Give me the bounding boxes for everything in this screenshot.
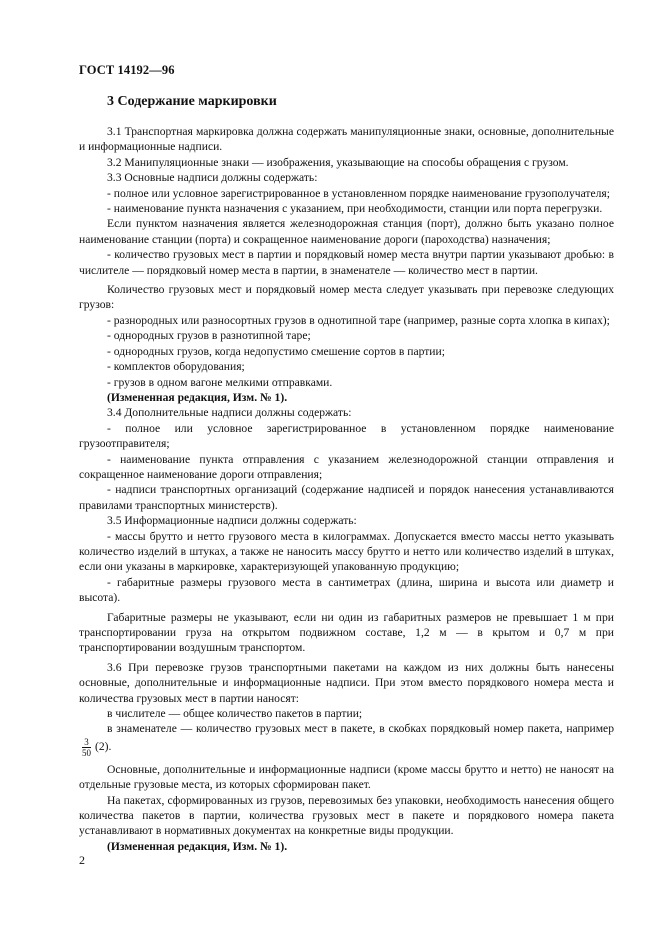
fraction-suffix: (2). [95,740,112,753]
paragraph: Количество грузовых мест и порядковый номер места следует указывать при перевозке следующих грузов: [79,283,614,312]
list-item: - однородных грузов в разнотипной таре; [107,329,311,343]
paragraph [79,721,614,757]
paragraph: 3.5 Информационные надписи должны содержать: [107,514,357,528]
list-item: - количество грузовых мест в партии и порядковый номер места внутри партии указывают дробью: в числителе — порядковый номер места в партии, в знаменателе — количество мест в партии. [79,248,614,277]
amendment-note: (Измененная редакция, Изм. № 1). [107,390,288,404]
fraction-lead-text: в знаменателе — количество грузовых мест в пакете, в скобках порядковый номер пакета, например [107,722,614,736]
paragraph: 3.4 Дополнительные надписи должны содержать: [107,406,352,420]
paragraph: 3.6 При перевозке грузов транспортными пакетами на каждом из них должны быть нанесены основные, дополнительные и информационные надписи. При этом вместо порядкового номера места и количества грузовых мест в партии наносят: [79,660,614,705]
list-item: - однородных грузов, когда недопустимо смешение сортов в партии; [107,344,445,358]
document-header: ГОСТ 14192—96 [79,63,175,77]
list-item: - габаритные размеры грузового места в сантиметрах (длина, ширина и высота или диаметр и высота). [79,575,614,605]
section-title: 3 Содержание маркировки [107,94,277,109]
paragraph: Если пунктом назначения является железнодорожная станция (порт), должно быть указано полное наименование станции (порта) и сокращенное наименование дороги (пароходства) назначения; [79,217,614,246]
document-body [79,124,614,854]
list-item: - надписи транспортных организаций (содержание надписей и порядок нанесения устанавливаются правилами транспортных министерств). [79,483,614,512]
paragraph: 3.2 Манипуляционные знаки — изображения, указывающие на способы обращения с грузом. [107,155,569,169]
fraction [82,737,91,758]
list-item: - разнородных или разносортных грузов в однотипной таре (например, разные сорта хлопка в кипах); [107,313,610,327]
paragraph: Основные, дополнительные и информационные надписи (кроме массы брутто и нетто) не наносят на отдельные грузовые места, из которых сформирован пакет. [79,762,614,792]
fraction-numerator: 3 [82,737,91,748]
list-item: - полное или условное зарегистрированное в установленном порядке наименование грузополучателя; [107,186,610,200]
fraction-denominator: 50 [82,747,91,758]
list-item: - полное или условное зарегистрированное в установленном порядке наименование грузоотправителя; [79,421,614,451]
paragraph: На пакетах, сформированных из грузов, перевозимых без упаковки, необходимость нанесения общего количества пакетов в партии, количества грузовых мест в пакете и порядкового номера пакета устанавливают в нормативных документах на конкретные виды продукции. [79,793,614,838]
list-item: - наименование пункта отправления с указанием железнодорожной станции отправления и сокращенное наименование дороги отправления; [79,452,614,481]
list-item: - комплектов оборудования; [107,360,245,374]
page-number: 2 [79,853,85,867]
list-item: - грузов в одном вагоне мелкими отправками. [107,375,333,389]
paragraph: 3.3 Основные надписи должны содержать: [107,171,318,185]
amendment-note: (Измененная редакция, Изм. № 1). [107,839,288,853]
paragraph: в числителе — общее количество пакетов в партии; [107,707,363,721]
list-item: - наименование пункта назначения с указанием, при необходимости, станции или порта перегрузки. [107,202,603,216]
paragraph: Габаритные размеры не указывают, если ни один из габаритных размеров не превышает 1 м при транспортировании груза на открытом подвижном составе, 1,2 м — в крытом и 0,7 м при транспортировании воздушным транспортом. [79,610,614,655]
list-item: - массы брутто и нетто грузового места в килограммах. Допускается вместо массы нетто указывать количество изделий в штуках, а также не наносить массу брутто и нетто или количество изделий в штуках, если они указаны в маркировке, характеризующей упакованную продукцию; [79,529,614,574]
paragraph: 3.1 Транспортная маркировка должна содержать манипуляционные знаки, основные, дополнительные и информационные надписи. [79,125,614,154]
